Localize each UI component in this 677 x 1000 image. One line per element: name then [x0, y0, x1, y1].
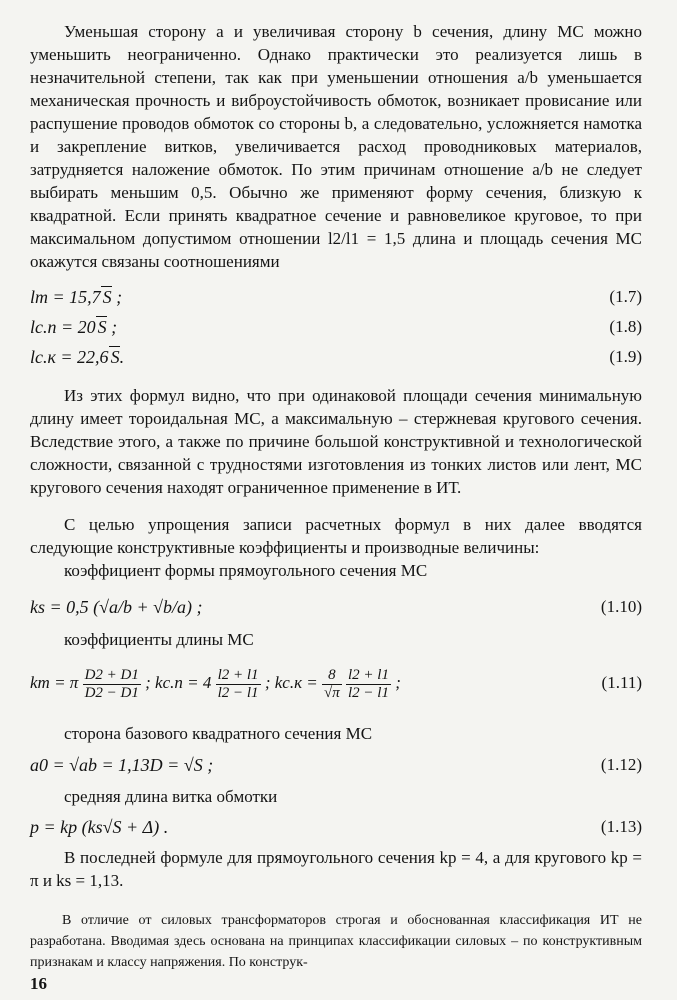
equation-1-9	[30, 344, 642, 370]
paragraph-kp-values: В последней формуле для прямоугольного сечения kp = 4, а для кругового kp = π и ks = 1,13.	[30, 848, 642, 890]
label-shape-coefficient: коэффициент формы прямоугольного сечения МС	[64, 561, 428, 580]
equation-number: (1.10)	[600, 597, 642, 616]
equation-1-12	[30, 752, 642, 778]
kt-fraction	[83, 667, 141, 702]
fraction-numerator: l2 + l1	[217, 666, 259, 683]
kcp-lhs: ; kс.п = 4	[145, 673, 212, 692]
kcp-fraction	[216, 667, 261, 702]
equation-tail: .	[119, 347, 125, 367]
equation-1-8	[30, 314, 642, 340]
equation-body: a0 = √ab = 1,13D = √S ;	[30, 755, 214, 775]
equation-tail: ;	[395, 673, 401, 692]
equation-lhs: lс.к = 22,6	[30, 347, 109, 367]
fraction-denominator: D2 − D1	[84, 684, 139, 701]
equation-tail: ;	[111, 287, 123, 307]
paragraph-aspect-ratio: Уменьшая сторону a и увеличивая сторону b сечения, длину МС можно уменьшить неограниченно. Однако практически это реализуется лишь в незначительной степени, так как при уменьшении отношения a/b уменьшается механическая прочность и виброустойчивость обмоток, возникает провисание или распушение проводов обмоток со стороны b, а следовательно, усложняется намотка и закрепление витков, увеличивается расход проводниковых материалов, затрудняется наложение обмоток. По этим причинам отношение a/b не следует выбирать меньшим 0,5. Обычно же применяют форму сечения, близкую к квадратной. Если принять квадратное сечение и равновеликое круговое, то при максимальном допустимом отношении l2/l1 = 1,5 длина и площадь сечения МС окажутся связаны соотношениями	[30, 22, 642, 271]
equation-body: p = kp (ks√S + Δ) .	[30, 817, 169, 837]
equation-body: ks = 0,5 (√a/b + √b/a) ;	[30, 597, 203, 617]
equation-number: (1.8)	[609, 317, 642, 336]
equation-1-11	[30, 660, 642, 706]
sqrt-radicand: S	[102, 287, 112, 307]
sqrt-radicand: S	[97, 317, 107, 337]
kt-lhs: kт = π	[30, 673, 79, 692]
fraction-numerator: l2 + l1	[348, 666, 389, 683]
equation-1-10	[30, 594, 642, 620]
fraction-denominator: l2 − l1	[348, 684, 389, 701]
label-mean-turn-length: средняя длина витка обмотки	[64, 787, 278, 806]
paragraph-classification: В отличие от силовых трансформаторов строгая и обоснованная классификация ИТ не разработана. Вводимая здесь основана на принципах классификации силовых – по конструктивным признакам и классу напряжения. По конструк-	[30, 913, 642, 970]
equation-lhs: lт = 15,7	[30, 287, 101, 307]
equation-tail: ;	[106, 317, 118, 337]
fraction-numerator: 8	[322, 667, 342, 685]
equation-number: (1.9)	[609, 347, 642, 366]
equation-number: (1.13)	[600, 817, 642, 836]
equation-number: (1.7)	[609, 287, 642, 306]
label-length-coefficients: коэффициенты длины МС	[64, 630, 254, 649]
kck-fraction-2	[346, 667, 391, 702]
fraction-numerator: D2 + D1	[84, 666, 139, 683]
kck-fraction-1	[322, 667, 342, 702]
equation-number: (1.12)	[600, 755, 642, 774]
paragraph-formulas-conclusion: Из этих формул видно, что при одинаковой площади сечения минимальную длину имеет тороидальная МС, а максимальную – стержневая кругового сечения. Вследствие этого, а также по причине большой конструктивной и технологической сложности, связанной с трудностями изготовления из тонких листов или лент, МС кругового сечения находят ограниченное применение в ИТ.	[30, 386, 642, 497]
fraction-denominator: √π	[324, 684, 340, 701]
equation-1-13	[30, 814, 642, 840]
paragraph-coefficients-intro: С целью упрощения записи расчетных формул в них далее вводятся следующие конструктивные коэффициенты и производные величины:	[30, 515, 642, 557]
equation-number: (1.11)	[601, 673, 642, 692]
page-number: 16	[30, 974, 47, 993]
fraction-denominator: l2 − l1	[217, 684, 259, 701]
equation-1-7	[30, 284, 642, 310]
equation-lhs: lс.п = 20	[30, 317, 96, 337]
label-base-square-side: сторона базового квадратного сечения МС	[64, 724, 373, 743]
kck-lhs: ; kс.к =	[264, 673, 318, 692]
sqrt-radicand: S	[110, 347, 120, 367]
